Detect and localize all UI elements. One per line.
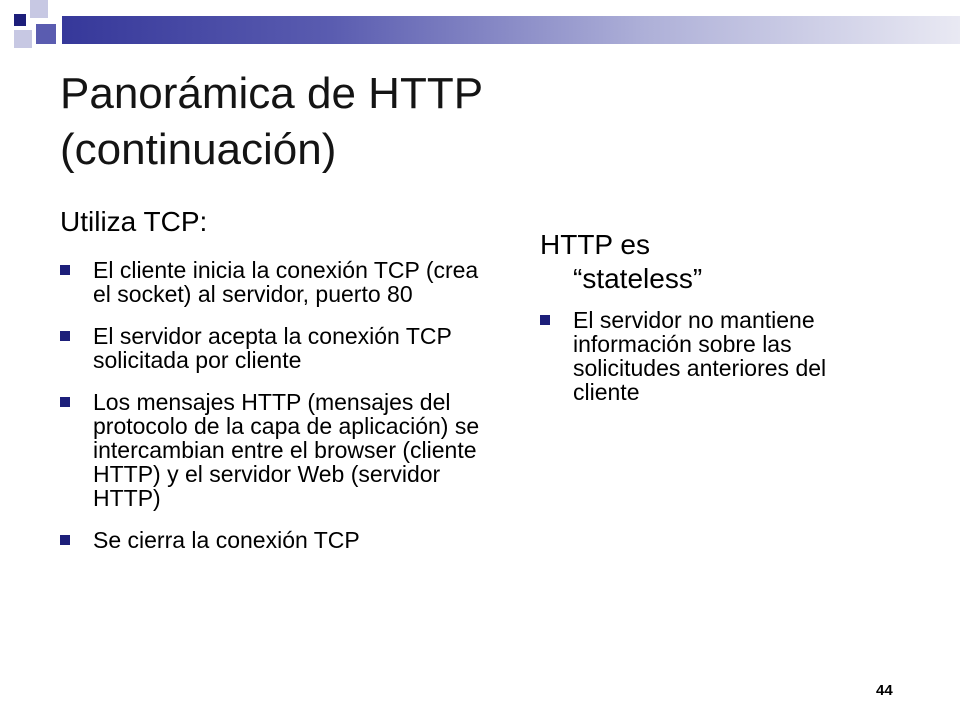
- corner-square-mid: [14, 30, 32, 48]
- corner-square-dark: [14, 14, 26, 26]
- square-bullet-icon: [60, 331, 70, 341]
- left-column: [60, 205, 485, 552]
- square-bullet-icon: [60, 397, 70, 407]
- left-bullet-list: [60, 258, 485, 552]
- right-heading-line1: HTTP es: [540, 229, 650, 260]
- page-number: 44: [876, 682, 893, 699]
- square-bullet-icon: [540, 315, 550, 325]
- left-heading: Utiliza TCP:: [60, 206, 208, 237]
- list-item: [60, 324, 485, 372]
- bullet-text: El cliente inicia la conexión TCP (crea el socket) al servidor, puerto 80: [93, 257, 479, 307]
- bullet-text: El servidor acepta la conexión TCP solicitada por cliente: [93, 323, 452, 373]
- bullet-text: Se cierra la conexión TCP: [93, 527, 360, 553]
- slide-title-line2: (continuación): [60, 125, 337, 174]
- list-item: [540, 308, 840, 404]
- header-gradient-bar: [62, 16, 960, 44]
- slide-title: [60, 66, 920, 178]
- corner-square-blue: [36, 24, 56, 44]
- right-heading-line2: “stateless”: [573, 263, 703, 294]
- list-item: [60, 390, 485, 510]
- corner-square-light: [30, 0, 48, 18]
- slide-title-line1: Panorámica de HTTP: [60, 69, 484, 118]
- right-column: [540, 228, 840, 404]
- bullet-text: El servidor no mantiene información sobre las solicitudes anteriores del cliente: [573, 307, 827, 405]
- square-bullet-icon: [60, 265, 70, 275]
- right-bullet-list: [540, 308, 840, 404]
- square-bullet-icon: [60, 535, 70, 545]
- list-item: [60, 258, 485, 306]
- bullet-text: Los mensajes HTTP (mensajes del protocolo de la capa de aplicación) se intercambian entre el browser (cliente HTTP) y el servidor Web (servidor HTTP): [93, 389, 480, 511]
- right-heading: [540, 228, 840, 296]
- list-item: [60, 528, 485, 552]
